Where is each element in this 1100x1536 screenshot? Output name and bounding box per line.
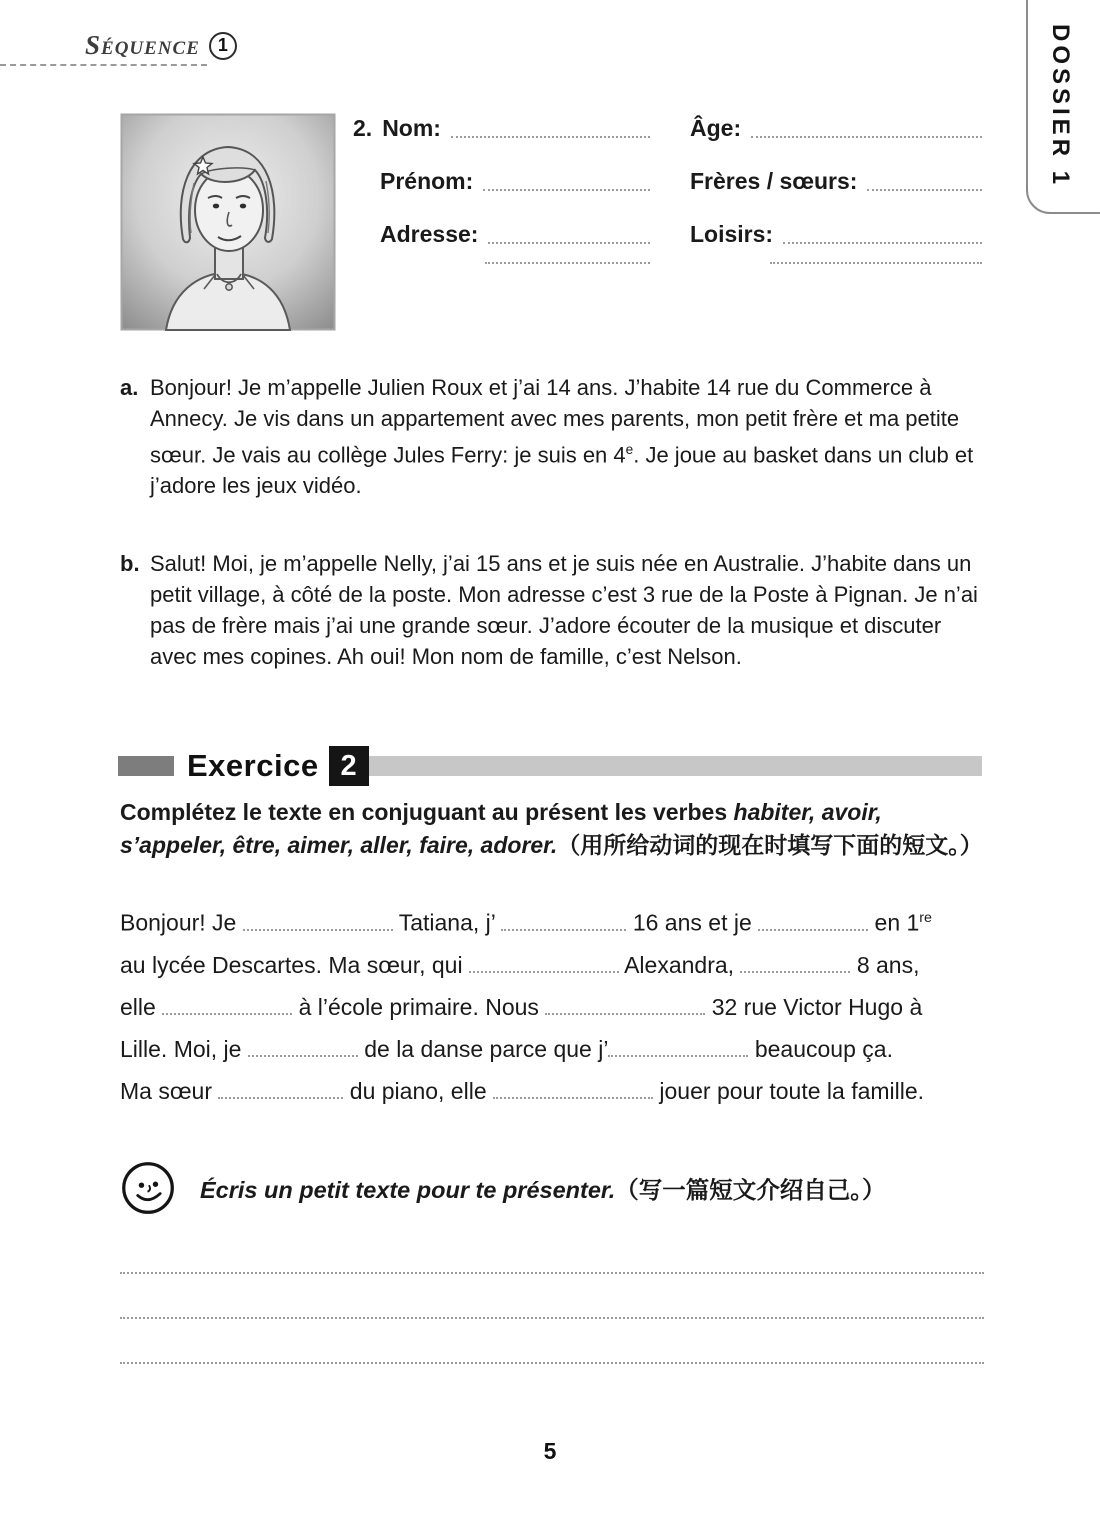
form-row-extra-right <box>770 262 982 268</box>
dossier-tab <box>1026 0 1100 214</box>
instruction-lead: Complétez le texte en conjuguant au présent les verbes <box>120 799 734 825</box>
fill-in-blank[interactable] <box>545 999 705 1015</box>
cloze-text: Bonjour! Je <box>120 909 243 936</box>
cloze-text-block <box>120 903 986 1118</box>
text-a-part2: . Je joue au basket dans un club et j’adore les jeux vidéo. <box>150 442 974 499</box>
writing-prompt <box>120 1160 986 1216</box>
instruction-verb-list: habiter, avoir, s’appeler, être, aimer, aller, faire, adorer. <box>120 799 882 858</box>
writing-line[interactable] <box>120 1362 984 1364</box>
extra-dotted-line-right[interactable] <box>770 262 982 264</box>
fill-in-blank[interactable] <box>162 999 292 1015</box>
fill-in-blank[interactable] <box>243 915 393 931</box>
loisirs-dotted-line[interactable] <box>783 242 982 244</box>
form-row-freres <box>690 168 982 195</box>
cloze-line <box>120 903 986 938</box>
sequence-number-circle: 1 <box>209 32 237 60</box>
fill-in-blank[interactable] <box>469 957 619 973</box>
extra-dotted-line-left[interactable] <box>485 262 650 264</box>
text-b-label: b. <box>120 551 140 576</box>
cloze-text: 32 rue Victor Hugo à <box>705 993 923 1020</box>
prompt-french: Écris un petit texte pour te présenter. <box>200 1177 616 1203</box>
cloze-text: jouer pour toute la famille. <box>653 1077 925 1104</box>
text-a-part1: Bonjour! Je m’appelle Julien Roux et j’ai 14 ans. J’habite 14 rue du Commerce à Annecy. Je vis dans un appartement avec mes parents, mon petit frère et ma petite sœur. Je vais au collège Jules Ferry: je suis en 4 <box>150 375 960 468</box>
cloze-line <box>120 992 986 1022</box>
freres-dotted-line[interactable] <box>867 189 982 191</box>
fill-in-blank[interactable] <box>501 915 626 931</box>
reading-text-a <box>120 372 988 501</box>
cloze-text: Alexandra, <box>618 951 741 978</box>
text-a-body <box>150 372 988 501</box>
portrait-illustration <box>120 113 336 331</box>
cloze-text: en 1 <box>868 909 920 936</box>
cloze-text: à l’école primaire. Nous <box>292 993 546 1020</box>
cloze-text: du piano, elle <box>343 1077 494 1104</box>
fill-in-blank[interactable] <box>608 1041 748 1057</box>
exercise-instructions <box>120 796 986 862</box>
prompt-chinese: （写一篇短文介绍自己。） <box>615 1177 886 1203</box>
prenom-label: Prénom: <box>380 168 474 194</box>
item-number: 2. <box>353 115 373 141</box>
reading-text-b <box>120 548 988 672</box>
cloze-text: 8 ans, <box>850 951 920 978</box>
exercise-title: Exercice <box>187 748 319 783</box>
sequence-dashed-line <box>0 64 207 66</box>
cloze-line <box>120 1076 986 1106</box>
form-row-adresse <box>380 221 650 248</box>
exercise-leading-bar <box>118 756 174 776</box>
writing-line[interactable] <box>120 1272 984 1274</box>
cloze-text: Ma sœur <box>120 1077 219 1104</box>
cloze-superscript: re <box>919 910 932 926</box>
cloze-text: 16 ans et je <box>626 909 759 936</box>
freres-soeurs-label: Frères / sœurs: <box>690 168 858 194</box>
girl-portrait-drawing <box>120 113 336 331</box>
instruction-chinese: （用所给动词的现在时填写下面的短文。） <box>557 832 983 858</box>
exercise-header <box>118 744 982 788</box>
fill-in-blank[interactable] <box>248 1041 358 1057</box>
nom-dotted-line[interactable] <box>451 136 650 138</box>
fill-in-blank[interactable] <box>218 1083 343 1099</box>
sequence-header <box>85 30 237 61</box>
page-number: 5 <box>543 1438 557 1464</box>
prompt-text <box>200 1171 886 1205</box>
fill-in-blank[interactable] <box>758 915 868 931</box>
prenom-dotted-line[interactable] <box>483 189 650 191</box>
fill-in-blank[interactable] <box>493 1083 653 1099</box>
form-row-prenom <box>380 168 650 195</box>
cloze-text: beaucoup ça. <box>748 1035 893 1062</box>
cloze-text: Tatiana, j’ <box>392 909 502 936</box>
cloze-text: de la danse parce que j’ <box>357 1035 609 1062</box>
fill-in-blank[interactable] <box>740 957 850 973</box>
form-row-loisirs <box>690 221 982 248</box>
cloze-line <box>120 1034 986 1064</box>
form-row-extra-left <box>485 262 650 268</box>
text-a-superscript: e <box>625 442 634 457</box>
adresse-dotted-line[interactable] <box>488 242 650 244</box>
writing-line[interactable] <box>120 1317 984 1319</box>
exercise-trailing-bar <box>369 756 982 776</box>
nom-label: Nom: <box>382 115 441 141</box>
cloze-text: elle <box>120 993 163 1020</box>
dossier-tab-label: DOSSIER 1 <box>1047 23 1074 189</box>
adresse-label: Adresse: <box>380 221 479 247</box>
form-row-age <box>690 115 982 142</box>
text-a-label: a. <box>120 375 139 400</box>
smiley-face-icon <box>120 1160 176 1216</box>
cloze-text: Lille. Moi, je <box>120 1035 248 1062</box>
loisirs-label: Loisirs: <box>690 221 774 247</box>
form-row-nom <box>353 115 650 142</box>
age-dotted-line[interactable] <box>751 136 982 138</box>
cloze-text: au lycée Descartes. Ma sœur, qui <box>120 951 469 978</box>
sequence-label: Séquence <box>85 30 200 60</box>
exercise-number-box: 2 <box>329 746 369 786</box>
text-b-body: Salut! Moi, je m’appelle Nelly, j’ai 15 ans et je suis née en Australie. J’habite dans un petit village, à côté de la poste. Mon adresse c’est 3 rue de la Poste à Pignan. Je n’ai pas de frère mais j’ai une grande sœur. J’adore écouter de la musique et discuter avec mes copines. Ah oui! Mon nom de famille, c’est Nelson. <box>150 551 978 669</box>
age-label: Âge: <box>690 115 742 141</box>
cloze-line <box>120 950 986 980</box>
